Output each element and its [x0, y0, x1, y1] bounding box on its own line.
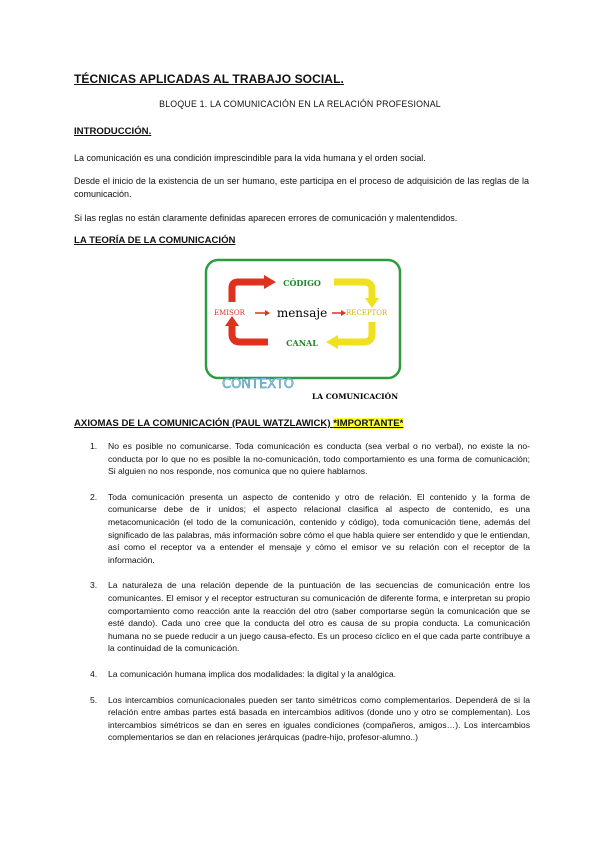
- label-canal: CANAL: [286, 338, 318, 348]
- axiom-number: 3.: [90, 580, 98, 591]
- document-title: TÉCNICAS APLICADAS AL TRABAJO SOCIAL.: [74, 72, 344, 86]
- axioms-heading: [74, 418, 403, 429]
- label-codigo: CÓDIGO: [283, 278, 321, 288]
- axiom-number: 5.: [90, 694, 98, 705]
- label-emisor: EMISOR: [214, 309, 245, 317]
- emisor-arrow-head: [265, 310, 270, 316]
- axiom-text: La comunicación humana implica dos modalidades: la digital y la analógica.: [108, 668, 397, 679]
- communication-diagram: [204, 258, 410, 408]
- intro-paragraph-2: Desde el inicio de la existencia de un ser humano, este participa en el proceso de adquisición de las reglas de la comunicación.: [74, 176, 529, 199]
- yellow-arrow-bottom-head: [326, 335, 338, 349]
- intro-paragraph-1: La comunicación es una condición imprescindible para la vida humana y el orden social.: [74, 153, 426, 163]
- block-subtitle: BLOQUE 1. LA COMUNICACIÓN EN LA RELACIÓN PROFESIONAL: [159, 99, 441, 109]
- label-receptor: RECEPTOR: [346, 309, 388, 317]
- axioms-list: [74, 440, 530, 744]
- communication-diagram-svg: [204, 258, 410, 408]
- axiom-text: Los intercambios comunicacionales pueden ser tanto simétricos como complementarios. Dependerá de si la relación entre ambas partes está basada en intercambios aditivos (donde uno y otro se complementan). Los intercambios simétricos se dan en seres en iguales condiciones (compañeros, amigos…). Los intercambios complementarios se dan en relaciones jerárquicas (padre-hijo, profesor-alumno..): [108, 694, 530, 743]
- axioms-heading-text: AXIOMAS DE LA COMUNICACIÓN (PAUL WATZLAWICK): [74, 418, 334, 429]
- axiom-text: No es posible no comunicarse. Toda comunicación es conducta (sea verbal o no verbal), no existe la no-conducta por lo que no es posible la no-comunicación, todo comportamiento es una forma de comunicación; Si alguien no nos responde, nos comunica que no quiere hablarnos.: [108, 441, 530, 477]
- yellow-arrow-top: [334, 282, 372, 300]
- axiom-number: 1.: [90, 441, 98, 451]
- axiom-text: La naturaleza de una relación depende de la puntuación de las secuencias de comunicación entre los comunicantes. El emisor y el receptor estructuran su comunicación de diferente forma, e interpretan su propio comportamiento como reacción ante la reacción del otro (saber comportarse según la comunicación que se esté dando). Cada uno cree que la conducta del otro es causa de su propia conducta. La comunicación humana no se puede reducir a un juego causa-efecto. Es un proceso cíclico en el que cada parte contribuye a la continuidad de la comunicación.: [108, 580, 530, 654]
- axiom-item: [74, 579, 530, 655]
- axiom-item: [74, 668, 530, 681]
- red-arrow-bottom: [232, 324, 268, 342]
- axiom-number: 2.: [90, 491, 98, 502]
- important-highlight: *IMPORTANTE*: [333, 418, 404, 429]
- axiom-number: 4.: [90, 668, 98, 679]
- label-mensaje: mensaje: [276, 306, 328, 320]
- yellow-arrow-top-head: [365, 298, 379, 308]
- yellow-arrow-bottom: [336, 322, 372, 342]
- intro-paragraph-3: Si las reglas no están claramente definidas aparecen errores de comunicación y malentendidos.: [74, 213, 458, 223]
- red-arrow-top-head: [264, 275, 276, 289]
- intro-heading: INTRODUCCIÓN.: [74, 126, 152, 137]
- axiom-item: [74, 694, 530, 744]
- label-contexto: CONTEXTO: [222, 377, 295, 392]
- theory-heading: LA TEORÍA DE LA COMUNICACIÓN: [74, 235, 236, 246]
- red-arrow-bottom-head: [225, 316, 239, 326]
- diagram-caption: LA COMUNICACIÓN: [312, 392, 399, 401]
- axiom-item: [74, 491, 530, 567]
- axiom-text: Toda comunicación presenta un aspecto de contenido y otro de relación. El contenido y la forma de comunicarse debe de ir unidos; el aspecto relacional clasifica al aspecto de contenido, es una metacomunicación (el todo de la comunicación, contenido y código), toda comunicación tiene, además del significado de las palabras, más información sobre cómo el que habla quiere ser entendido y que le entiendan, así como el receptor va a entender el mensaje y cómo el emisor ve su relación con el receptor de la información.: [108, 491, 530, 565]
- red-arrow-top: [232, 282, 266, 302]
- axiom-item: [74, 440, 530, 478]
